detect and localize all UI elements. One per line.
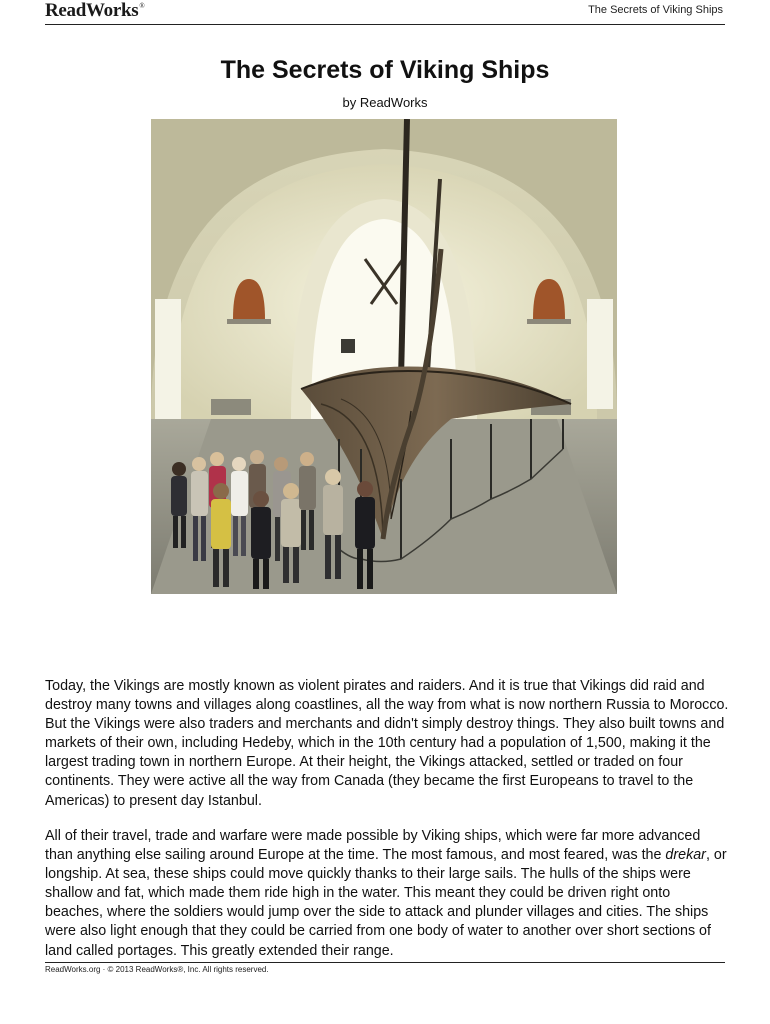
- article-byline: by ReadWorks: [342, 95, 428, 110]
- paragraph-2: [45, 827, 730, 961]
- viking-ship-photo: [151, 119, 617, 594]
- footer-divider: [45, 962, 725, 963]
- drekar-term: drekar: [665, 847, 706, 864]
- copyright-footer: ReadWorks.org · © 2013 ReadWorks®, Inc. All rights reserved.: [45, 965, 269, 974]
- running-title: The Secrets of Viking Ships: [588, 4, 723, 16]
- article-title: The Secrets of Viking Ships: [220, 56, 550, 84]
- readworks-logo: [45, 0, 144, 22]
- logo-text: ReadWorks: [45, 0, 139, 21]
- page-header: [45, 0, 725, 25]
- paragraph-1: Today, the Vikings are mostly known as violent pirates and raiders. And it is true that Vikings did raid and destroy many towns and villages along coastlines, all the way from what is now northern Russia to Morocco. But the Vikings were also traders and merchants and didn't simply destroy things. They also built towns and markets of their own, including Hedeby, which in the 10th century had a population of 1,500, making it the largest trading town in northern Europe. At their height, the Vikings attacked, settled or traded on four continents. They were active all the way from Canada (they became the first Europeans to travel to the Americas) to present day Istanbul.: [45, 678, 729, 809]
- paragraph-2-part-2: , or longship. At sea, these ships could move quickly thanks to their large sails. The hulls of the ships were shallow and fat, which made them ride high in the water. This meant they could be driven right onto beaches, where the soldiers would jump over the side to attack and plunder villages and cities. The ships were also light enough that they could be carried from one body of water to another over short sections of land called portages. This greatly extended their range.: [45, 847, 727, 959]
- paragraph-2-part-1: All of their travel, trade and warfare were made possible by Viking ships, which were far more advanced than anything else sailing around Europe at the time. The most famous, and most feared, was the: [45, 828, 701, 864]
- logo-registered-mark: ®: [139, 2, 145, 10]
